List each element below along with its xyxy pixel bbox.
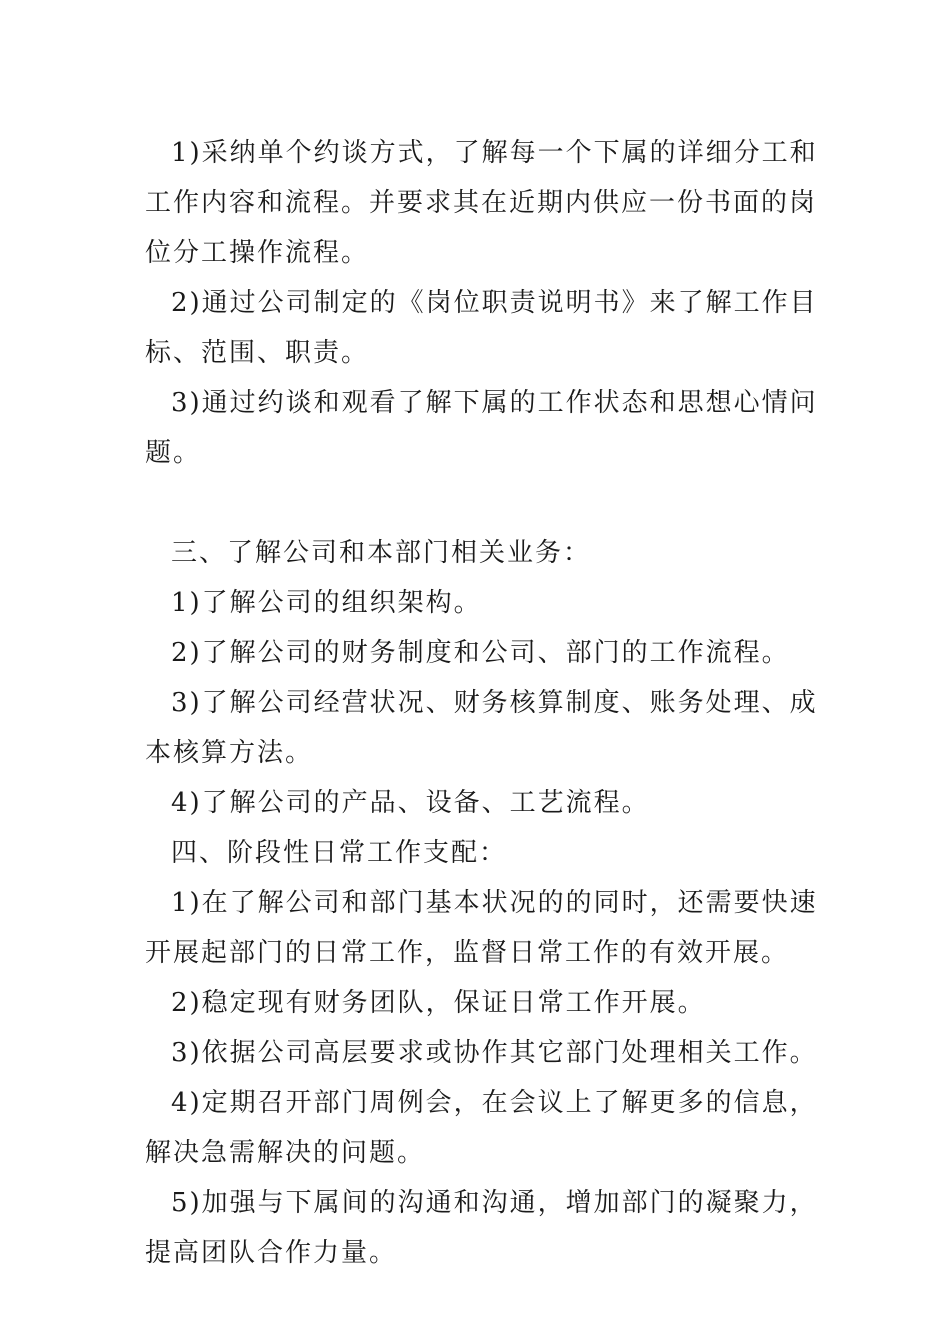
paragraph-a2: 2)通过公司制定的《岗位职责说明书》来了解工作目标、范围、职责。 <box>145 288 818 368</box>
section-heading-4: 四、阶段性日常工作支配： <box>171 838 508 868</box>
paragraph-gap <box>145 478 835 528</box>
paragraph-a1: 1)采纳单个约谈方式，了解每一个下属的详细分工和工作内容和流程。并要求其在近期内供应一份书面的岗位分工操作流程。 <box>145 138 818 268</box>
paragraph-b3: 3)了解公司经营状况、财务核算制度、账务处理、成本核算方法。 <box>145 688 818 768</box>
paragraph-c5: 5)加强与下属间的沟通和沟通，增加部门的凝聚力，提高团队合作力量。 <box>145 1188 818 1268</box>
section-heading-3: 三、了解公司和本部门相关业务： <box>171 538 592 568</box>
paragraph-c1: 1)在了解公司和部门基本状况的的同时，还需要快速开展起部门的日常工作，监督日常工作的有效开展。 <box>145 888 818 968</box>
paragraph-a3: 3)通过约谈和观看了解下属的工作状态和思想心情问题。 <box>145 388 818 468</box>
paragraph-c3: 3)依据公司高层要求或协作其它部门处理相关工作。 <box>171 1038 818 1068</box>
paragraph-c4: 4)定期召开部门周例会，在会议上了解更多的信息，解决急需解决的问题。 <box>145 1088 818 1168</box>
paragraph-c2: 2)稳定现有财务团队，保证日常工作开展。 <box>171 988 706 1018</box>
document-body <box>145 128 835 1278</box>
paragraph-b4: 4)了解公司的产品、设备、工艺流程。 <box>171 788 650 818</box>
paragraph-b2: 2)了解公司的财务制度和公司、部门的工作流程。 <box>171 638 790 668</box>
paragraph-b1: 1)了解公司的组织架构。 <box>171 588 482 618</box>
